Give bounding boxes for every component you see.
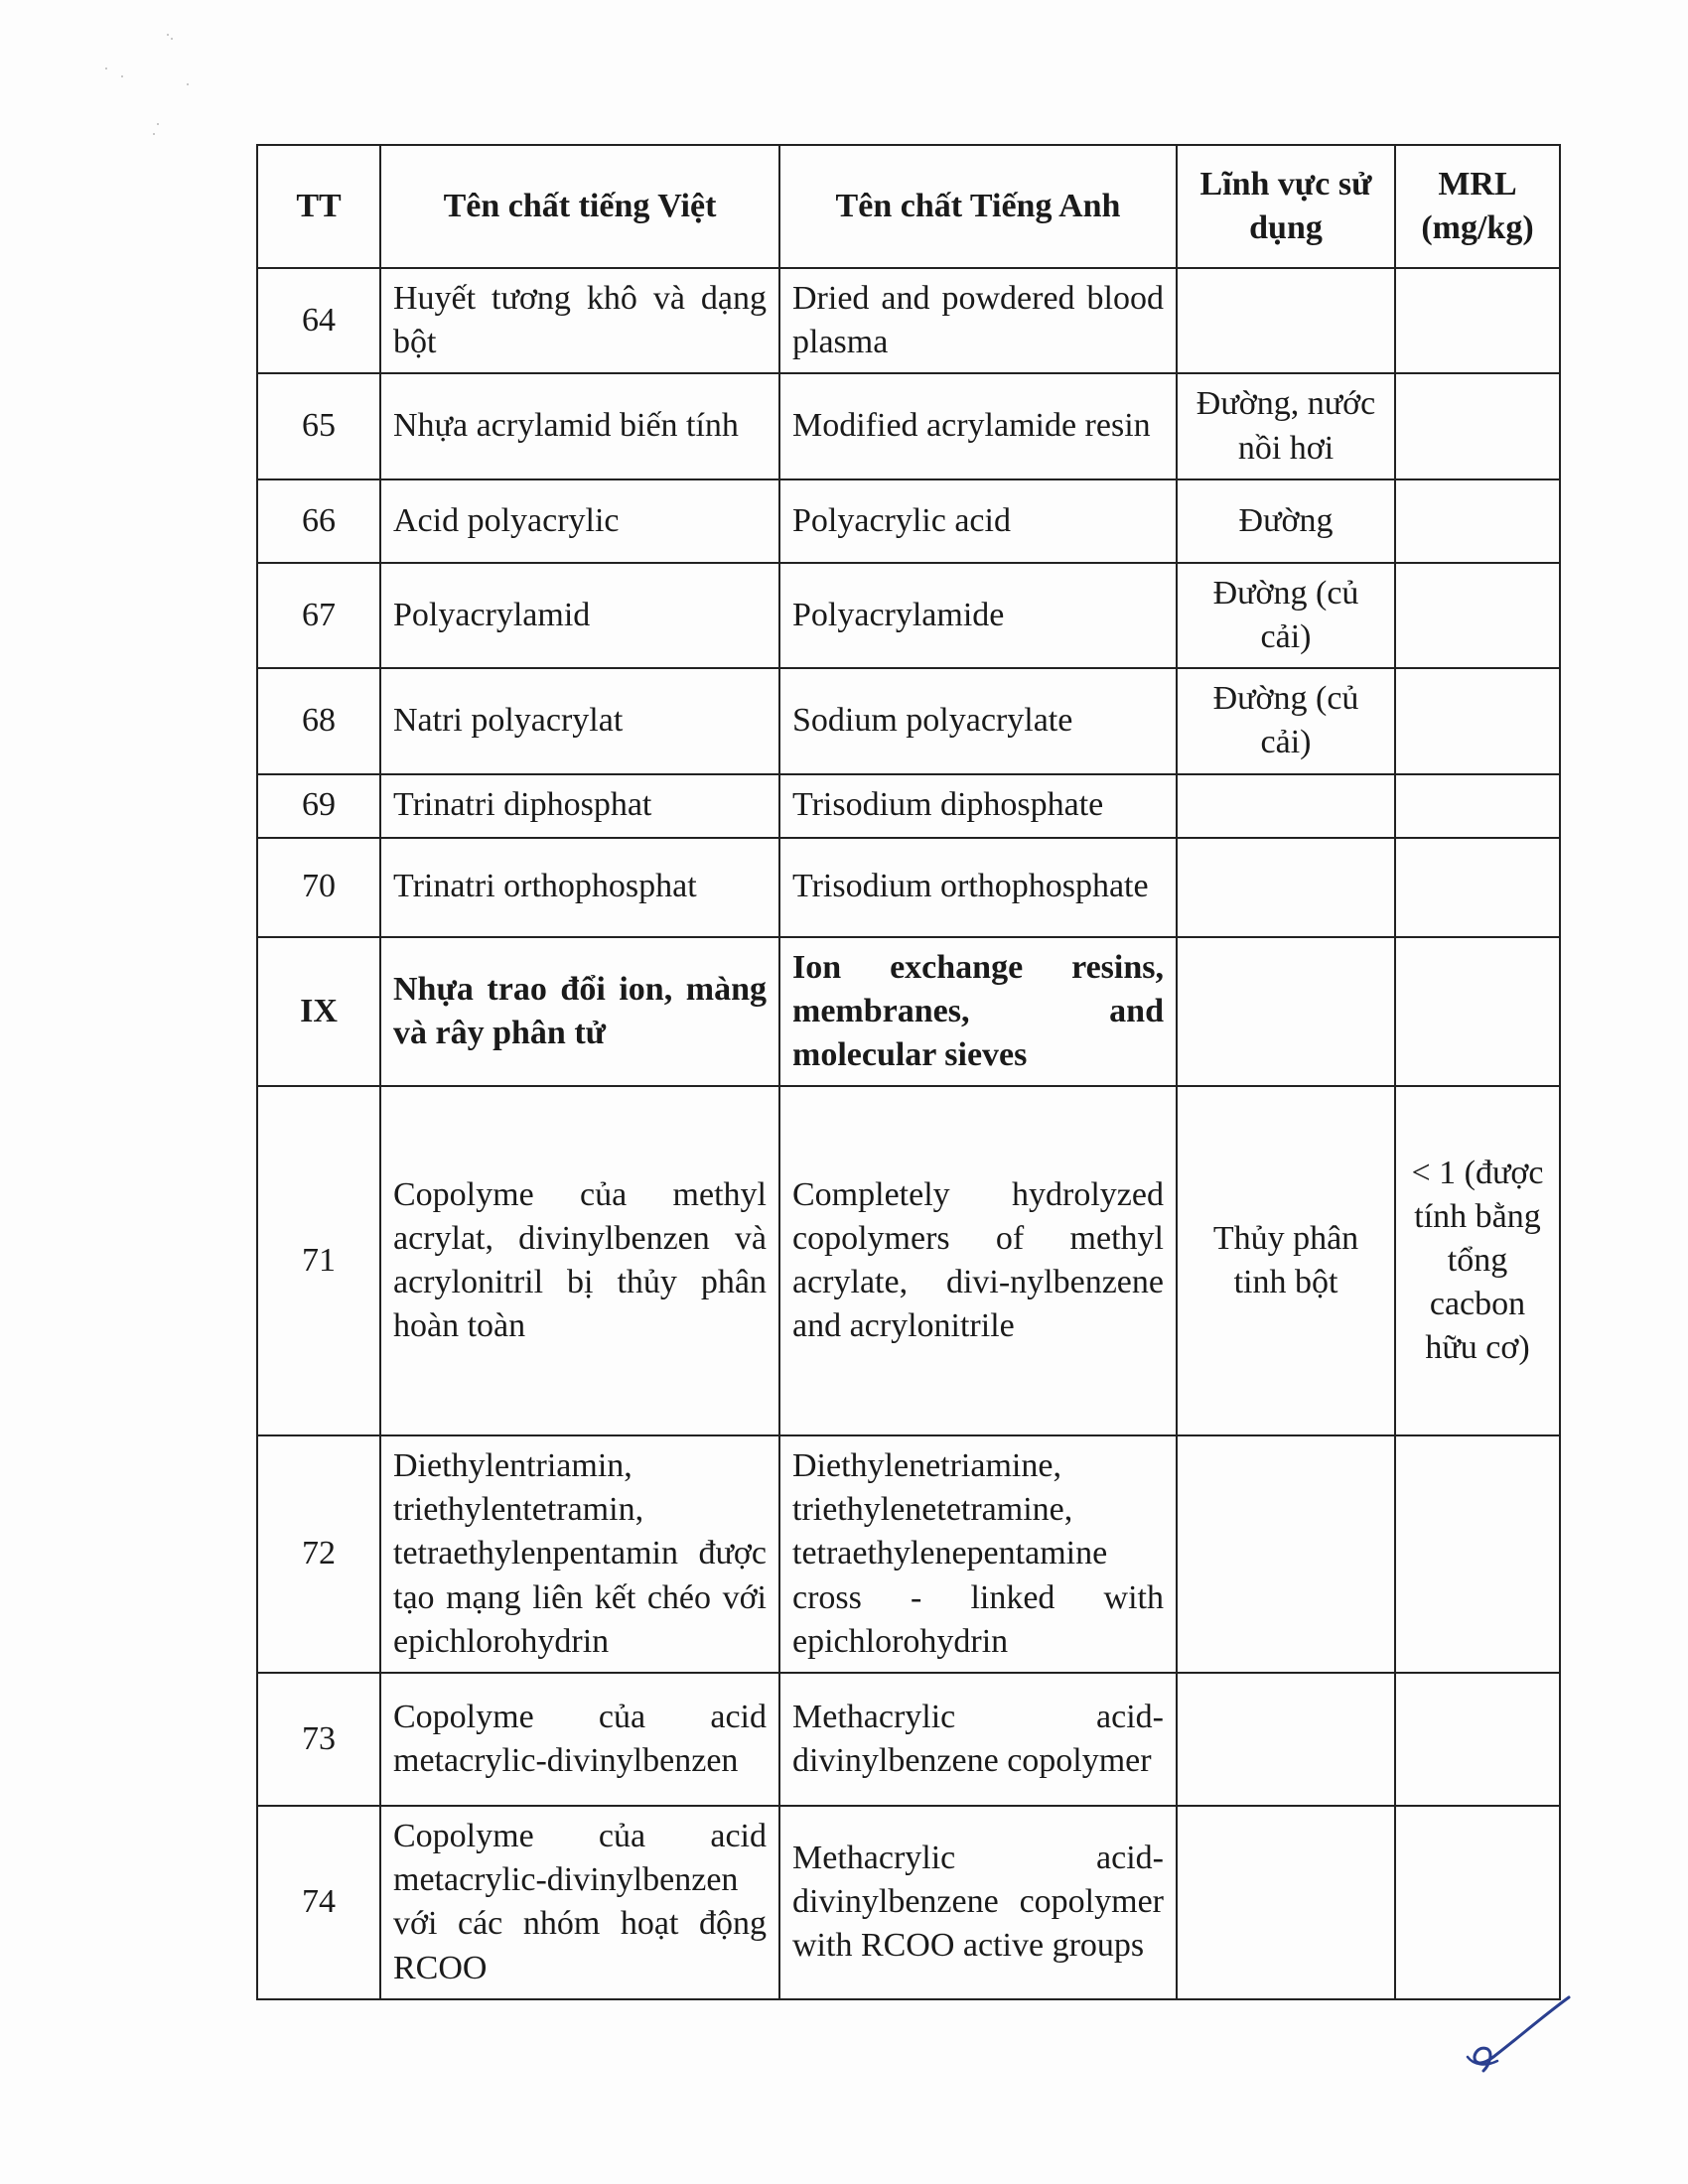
handwritten-initials-signature (1450, 1995, 1599, 2075)
cell-english-name: Polyacrylic acid (779, 479, 1177, 563)
cell-tt: 68 (257, 668, 380, 773)
cell-mrl (1395, 1673, 1560, 1806)
header-mrl: MRL (mg/kg) (1395, 145, 1560, 268)
cell-vietnamese-name: Polyacrylamid (380, 563, 779, 668)
table-row (257, 373, 1560, 478)
table-row (257, 838, 1560, 937)
cell-mrl (1395, 838, 1560, 937)
cell-field-of-use (1177, 268, 1395, 373)
table-row (257, 668, 1560, 773)
cell-english-name: Diethylenetriamine, triethylenetetramine, tetraethylenepentamine cross - linked with epichlorohydrin (779, 1435, 1177, 1673)
cell-tt: 74 (257, 1806, 380, 1999)
cell-vietnamese-name: Copolyme của acid metacrylic-divinylbenzen với các nhóm hoạt động RCOO (380, 1806, 779, 1999)
table-header-row (257, 145, 1560, 268)
header-vietnamese-name: Tên chất tiếng Việt (380, 145, 779, 268)
substance-table (256, 144, 1561, 2000)
cell-field-of-use (1177, 937, 1395, 1087)
cell-vietnamese-name: Diethylentriamin, triethylentetramin, tetraethylenpentamin được tạo mạng liên kết chéo với epichlorohydrin (380, 1435, 779, 1673)
table-row (257, 1435, 1560, 1673)
cell-vietnamese-name: Acid polyacrylic (380, 479, 779, 563)
cell-english-name: Sodium polyacrylate (779, 668, 1177, 773)
table-row (257, 479, 1560, 563)
cell-tt: 67 (257, 563, 380, 668)
cell-mrl (1395, 774, 1560, 838)
table-row (257, 268, 1560, 373)
table-row (257, 563, 1560, 668)
cell-english-name: Trisodium orthophosphate (779, 838, 1177, 937)
cell-field-of-use (1177, 1435, 1395, 1673)
cell-vietnamese-name: Copolyme của acid metacrylic-divinylbenzen (380, 1673, 779, 1806)
cell-english-name: Modified acrylamide resin (779, 373, 1177, 478)
cell-tt: 72 (257, 1435, 380, 1673)
cell-field-of-use: Đường (1177, 479, 1395, 563)
cell-vietnamese-name: Trinatri orthophosphat (380, 838, 779, 937)
cell-field-of-use: Đường, nước nồi hơi (1177, 373, 1395, 478)
cell-field-of-use (1177, 1673, 1395, 1806)
cell-tt: 66 (257, 479, 380, 563)
header-field-of-use: Lĩnh vực sử dụng (1177, 145, 1395, 268)
cell-english-name: Dried and powdered blood plasma (779, 268, 1177, 373)
cell-vietnamese-name: Trinatri diphosphat (380, 774, 779, 838)
cell-section-number: IX (257, 937, 380, 1087)
cell-mrl (1395, 668, 1560, 773)
cell-field-of-use (1177, 774, 1395, 838)
cell-mrl (1395, 937, 1560, 1087)
scan-specks (99, 30, 218, 149)
cell-mrl (1395, 563, 1560, 668)
cell-field-of-use (1177, 838, 1395, 937)
header-tt: TT (257, 145, 380, 268)
cell-tt: 70 (257, 838, 380, 937)
header-english-name: Tên chất Tiếng Anh (779, 145, 1177, 268)
table-row (257, 774, 1560, 838)
cell-english-name: Trisodium diphosphate (779, 774, 1177, 838)
cell-english-name: Methacrylic acid-divinylbenzene copolymer with RCOO active groups (779, 1806, 1177, 1999)
cell-mrl (1395, 1435, 1560, 1673)
cell-vietnamese-name: Nhựa acrylamid biến tính (380, 373, 779, 478)
cell-mrl (1395, 479, 1560, 563)
cell-section-english: Ion exchange resins, membranes, and molecular sieves (779, 937, 1177, 1087)
cell-english-name: Methacrylic acid-divinylbenzene copolymer (779, 1673, 1177, 1806)
table-row (257, 1086, 1560, 1435)
cell-field-of-use: Đường (củ cải) (1177, 563, 1395, 668)
cell-english-name: Polyacrylamide (779, 563, 1177, 668)
cell-mrl: < 1 (được tính bằng tổng cacbon hữu cơ) (1395, 1086, 1560, 1435)
cell-tt: 65 (257, 373, 380, 478)
cell-tt: 73 (257, 1673, 380, 1806)
cell-tt: 64 (257, 268, 380, 373)
cell-mrl (1395, 373, 1560, 478)
cell-mrl (1395, 268, 1560, 373)
table-row (257, 1673, 1560, 1806)
cell-mrl (1395, 1806, 1560, 1999)
cell-tt: 71 (257, 1086, 380, 1435)
cell-vietnamese-name: Copolyme của methyl acrylat, divinylbenzen và acrylonitril bị thủy phân hoàn toàn (380, 1086, 779, 1435)
table-row (257, 1806, 1560, 1999)
cell-section-vietnamese: Nhựa trao đổi ion, màng và rây phân tử (380, 937, 779, 1087)
cell-vietnamese-name: Huyết tương khô và dạng bột (380, 268, 779, 373)
cell-english-name: Completely hydrolyzed copolymers of methyl acrylate, divi-nylbenzene and acrylonitrile (779, 1086, 1177, 1435)
cell-field-of-use: Thủy phân tinh bột (1177, 1086, 1395, 1435)
cell-vietnamese-name: Natri polyacrylat (380, 668, 779, 773)
section-row (257, 937, 1560, 1087)
cell-field-of-use (1177, 1806, 1395, 1999)
cell-tt: 69 (257, 774, 380, 838)
cell-field-of-use: Đường (củ cải) (1177, 668, 1395, 773)
